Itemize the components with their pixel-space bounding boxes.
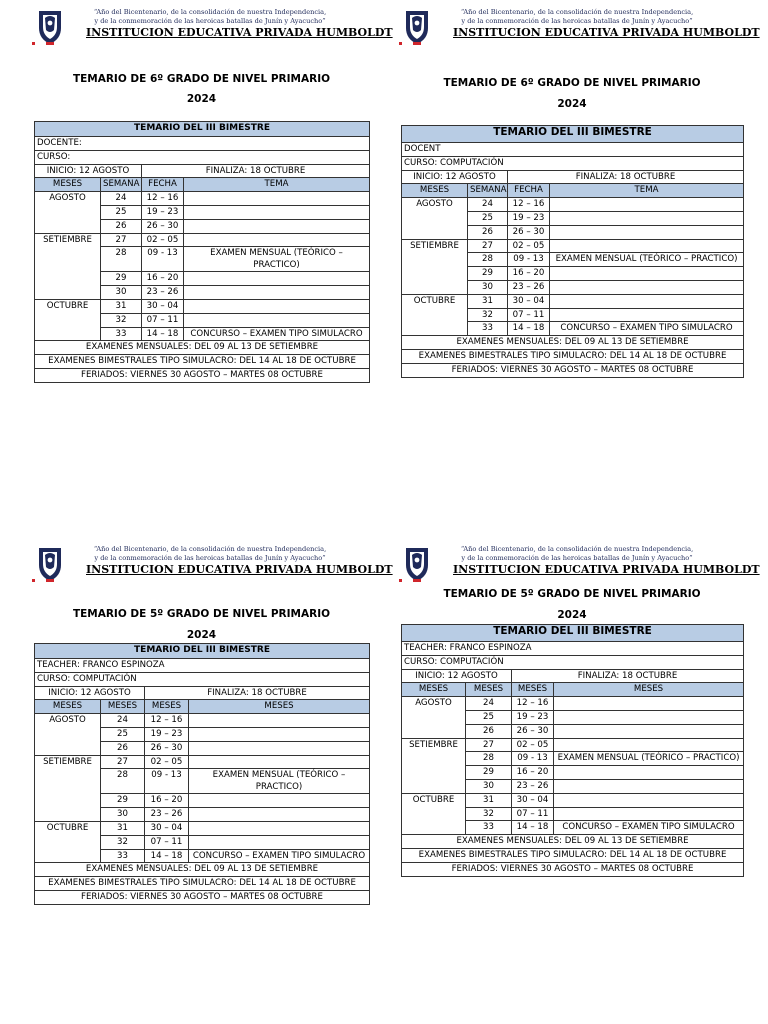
topic-cell — [189, 835, 370, 849]
motto-line-2: y de la conmemoración de las heroicas batallas de Junín y Ayacucho” — [461, 554, 693, 562]
date-cell: 19 – 23 — [512, 710, 554, 724]
topic-cell — [189, 755, 370, 769]
table-caption: TEMARIO DEL III BIMESTRE — [35, 122, 370, 137]
date-cell: 09 - 13 — [512, 752, 554, 766]
month-cell: OCTUBRE — [35, 299, 101, 340]
note-monthly-exams: EXAMENES MENSUALES: DEL 09 AL 13 DE SETIEMBRE — [402, 835, 744, 849]
week-cell: 25 — [101, 727, 145, 741]
topic-cell — [189, 714, 370, 728]
red-mark — [32, 579, 35, 582]
date-cell: 26 – 30 — [508, 225, 550, 239]
date-cell: 19 – 23 — [145, 727, 189, 741]
topic-cell — [550, 308, 744, 322]
month-cell: OCTUBRE — [402, 294, 468, 335]
date-cell: 30 – 04 — [512, 793, 554, 807]
topic-cell — [554, 793, 744, 807]
week-cell: 31 — [101, 821, 145, 835]
date-cell: 02 – 05 — [145, 755, 189, 769]
motto-text — [90, 545, 330, 563]
topic-cell — [550, 239, 744, 253]
date-cell: 23 – 26 — [508, 280, 550, 294]
date-cell: 09 - 13 — [142, 247, 184, 272]
motto-text — [90, 8, 330, 26]
column-header: MESES — [554, 683, 744, 697]
week-cell: 33 — [466, 821, 512, 835]
topic-cell-exam: EXAMEN MENSUAL (TEÓRICO – PRACTICO) — [554, 752, 744, 766]
week-cell: 27 — [101, 755, 145, 769]
motto-line-2: y de la conmemoración de las heroicas batallas de Junín y Ayacucho” — [94, 17, 326, 25]
date-cell: 30 – 04 — [142, 299, 184, 313]
school-header — [401, 8, 760, 48]
topic-cell-contest: CONCURSO – EXAMEN TIPO SIMULACRO — [550, 322, 744, 336]
topic-cell — [554, 710, 744, 724]
week-cell: 29 — [466, 766, 512, 780]
date-cell: 23 – 26 — [512, 779, 554, 793]
week-cell: 33 — [101, 849, 145, 863]
week-cell: 26 — [101, 219, 142, 233]
column-header: SEMANA — [101, 178, 142, 192]
week-cell: 31 — [101, 299, 142, 313]
topic-cell — [189, 794, 370, 808]
topic-cell — [554, 807, 744, 821]
note-holidays: FERIADOS: VIERNES 30 AGOSTO – MARTES 08 OCTUBRE — [402, 862, 744, 876]
week-cell: 32 — [466, 807, 512, 821]
column-header: FECHA — [508, 184, 550, 198]
page-title: TEMARIO DE 6º GRADO DE NIVEL PRIMARIO — [443, 77, 701, 89]
page-year: 2024 — [186, 629, 217, 641]
motto-line-1: “Año del Bicentenario, de la consolidación de nuestra Independencia, — [93, 545, 327, 553]
institution-name: INSTITUCION EDUCATIVA PRIVADA HUMBOLDT — [86, 26, 393, 39]
topic-cell — [554, 697, 744, 711]
week-cell: 24 — [466, 697, 512, 711]
motto-text — [457, 8, 697, 26]
temario-table — [34, 643, 370, 905]
month-cell: SETIEMBRE — [35, 755, 101, 821]
topic-cell-contest: CONCURSO – EXAMEN TIPO SIMULACRO — [189, 849, 370, 863]
week-cell: 26 — [101, 741, 145, 755]
school-crest-icon — [36, 8, 64, 46]
week-cell: 28 — [466, 752, 512, 766]
topic-cell — [189, 821, 370, 835]
week-cell: 30 — [101, 808, 145, 822]
topic-cell — [550, 198, 744, 212]
school-header — [401, 545, 760, 585]
week-cell: 31 — [468, 294, 508, 308]
date-cell: 12 – 16 — [512, 697, 554, 711]
week-cell: 31 — [466, 793, 512, 807]
month-cell: AGOSTO — [35, 192, 101, 233]
note-holidays: FERIADOS: VIERNES 30 AGOSTO – MARTES 08 OCTUBRE — [35, 368, 370, 382]
note-bimester-exams: EXAMENES BIMESTRALES TIPO SIMULACRO: DEL 14 AL 18 DE OCTUBRE — [402, 349, 744, 363]
topic-cell — [550, 267, 744, 281]
month-cell: OCTUBRE — [35, 821, 101, 862]
week-cell: 26 — [468, 225, 508, 239]
topic-cell — [554, 724, 744, 738]
date-cell: 14 – 18 — [142, 327, 184, 341]
start-date: INICIO: 12 AGOSTO — [35, 164, 142, 178]
note-monthly-exams: EXAMENES MENSUALES: DEL 09 AL 13 DE SETIEMBRE — [35, 341, 370, 355]
course-line: CURSO: — [35, 150, 370, 164]
teacher-line: DOCENT — [402, 143, 744, 157]
start-date: INICIO: 12 AGOSTO — [402, 170, 508, 184]
table-caption: TEMARIO DEL III BIMESTRE — [402, 126, 744, 143]
topic-cell-contest: CONCURSO – EXAMEN TIPO SIMULACRO — [554, 821, 744, 835]
week-cell: 27 — [468, 239, 508, 253]
date-cell: 02 – 05 — [142, 233, 184, 247]
date-cell: 30 – 04 — [508, 294, 550, 308]
table-caption: TEMARIO DEL III BIMESTRE — [402, 625, 744, 642]
note-holidays: FERIADOS: VIERNES 30 AGOSTO – MARTES 08 OCTUBRE — [35, 890, 370, 904]
end-date: FINALIZA: 18 OCTUBRE — [142, 164, 370, 178]
topic-cell-contest: CONCURSO – EXAMEN TIPO SIMULACRO — [184, 327, 370, 341]
month-cell: AGOSTO — [35, 714, 101, 755]
topic-cell — [184, 219, 370, 233]
start-date: INICIO: 12 AGOSTO — [35, 686, 145, 700]
school-header — [34, 545, 393, 585]
topic-cell — [184, 233, 370, 247]
topic-cell — [550, 211, 744, 225]
date-cell: 09 - 13 — [145, 769, 189, 794]
date-cell: 26 – 30 — [145, 741, 189, 755]
column-header: MESES — [101, 700, 145, 714]
week-cell: 25 — [468, 211, 508, 225]
motto-line-1: “Año del Bicentenario, de la consolidación de nuestra Independencia, — [460, 8, 694, 16]
date-cell: 30 – 04 — [145, 821, 189, 835]
date-cell: 02 – 05 — [512, 738, 554, 752]
temario-table — [401, 624, 744, 877]
column-header: FECHA — [142, 178, 184, 192]
week-cell: 27 — [101, 233, 142, 247]
date-cell: 09 - 13 — [508, 253, 550, 267]
month-cell: SETIEMBRE — [402, 239, 468, 294]
motto-line-2: y de la conmemoración de las heroicas batallas de Junín y Ayacucho” — [94, 554, 326, 562]
topic-cell-exam: EXAMEN MENSUAL (TEÓRICO – PRACTICO) — [184, 247, 370, 272]
week-cell: 28 — [468, 253, 508, 267]
topic-cell — [189, 741, 370, 755]
page-year: 2024 — [557, 609, 587, 621]
school-crest-icon — [403, 545, 431, 583]
column-header: MESES — [35, 178, 101, 192]
topic-cell — [184, 192, 370, 206]
week-cell: 29 — [468, 267, 508, 281]
topic-cell — [554, 738, 744, 752]
temario-table — [34, 121, 370, 383]
week-cell: 28 — [101, 769, 145, 794]
date-cell: 07 – 11 — [145, 835, 189, 849]
week-cell: 25 — [466, 710, 512, 724]
teacher-line: TEACHER: FRANCO ESPINOZA — [35, 659, 370, 673]
note-bimester-exams: EXAMENES BIMESTRALES TIPO SIMULACRO: DEL 14 AL 18 DE OCTUBRE — [402, 848, 744, 862]
note-bimester-exams: EXAMENES BIMESTRALES TIPO SIMULACRO: DEL 14 AL 18 DE OCTUBRE — [35, 877, 370, 891]
course-line: CURSO: COMPUTACIÓN — [402, 655, 744, 669]
start-date: INICIO: 12 AGOSTO — [402, 669, 512, 683]
date-cell: 16 – 20 — [508, 267, 550, 281]
date-cell: 23 – 26 — [142, 286, 184, 300]
motto-line-2: y de la conmemoración de las heroicas batallas de Junín y Ayacucho” — [461, 17, 693, 25]
week-cell: 30 — [101, 286, 142, 300]
date-cell: 07 – 11 — [508, 308, 550, 322]
topic-cell — [184, 313, 370, 327]
month-cell: AGOSTO — [402, 198, 468, 239]
institution-name: INSTITUCION EDUCATIVA PRIVADA HUMBOLDT — [453, 563, 760, 576]
end-date: FINALIZA: 18 OCTUBRE — [512, 669, 744, 683]
week-cell: 24 — [468, 198, 508, 212]
red-mark — [399, 42, 402, 45]
date-cell: 23 – 26 — [145, 808, 189, 822]
red-mark — [399, 579, 402, 582]
column-header: MESES — [512, 683, 554, 697]
topic-cell — [550, 225, 744, 239]
week-cell: 32 — [101, 313, 142, 327]
column-header: MESES — [402, 184, 468, 198]
month-cell: SETIEMBRE — [402, 738, 466, 793]
end-date: FINALIZA: 18 OCTUBRE — [508, 170, 744, 184]
week-cell: 24 — [101, 714, 145, 728]
week-cell: 27 — [466, 738, 512, 752]
date-cell: 12 – 16 — [508, 198, 550, 212]
school-crest-icon — [403, 8, 431, 46]
week-cell: 30 — [468, 280, 508, 294]
table-caption: TEMARIO DEL III BIMESTRE — [35, 644, 370, 659]
date-cell: 16 – 20 — [145, 794, 189, 808]
date-cell: 14 – 18 — [512, 821, 554, 835]
topic-cell-exam: EXAMEN MENSUAL (TEÓRICO – PRACTICO) — [189, 769, 370, 794]
week-cell: 29 — [101, 794, 145, 808]
date-cell: 12 – 16 — [145, 714, 189, 728]
topic-cell-exam: EXAMEN MENSUAL (TEÓRICO – PRACTICO) — [550, 253, 744, 267]
school-header — [34, 8, 393, 48]
page-title: TEMARIO DE 5º GRADO DE NIVEL PRIMARIO — [443, 588, 701, 600]
temario-table — [401, 125, 744, 378]
note-monthly-exams: EXAMENES MENSUALES: DEL 09 AL 13 DE SETIEMBRE — [35, 863, 370, 877]
topic-cell — [184, 272, 370, 286]
date-cell: 07 – 11 — [142, 313, 184, 327]
month-cell: AGOSTO — [402, 697, 466, 738]
column-header: TEMA — [184, 178, 370, 192]
column-header: SEMANA — [468, 184, 508, 198]
date-cell: 19 – 23 — [508, 211, 550, 225]
week-cell: 33 — [468, 322, 508, 336]
column-header: MESES — [466, 683, 512, 697]
topic-cell — [184, 299, 370, 313]
topic-cell — [184, 286, 370, 300]
page-title: TEMARIO DE 6º GRADO DE NIVEL PRIMARIO — [72, 73, 331, 85]
column-header: MESES — [189, 700, 370, 714]
school-crest-icon — [36, 545, 64, 583]
institution-name: INSTITUCION EDUCATIVA PRIVADA HUMBOLDT — [453, 26, 760, 39]
date-cell: 12 – 16 — [142, 192, 184, 206]
month-cell: SETIEMBRE — [35, 233, 101, 299]
week-cell: 32 — [468, 308, 508, 322]
note-bimester-exams: EXAMENES BIMESTRALES TIPO SIMULACRO: DEL 14 AL 18 DE OCTUBRE — [35, 355, 370, 369]
topic-cell — [189, 727, 370, 741]
column-header: TEMA — [550, 184, 744, 198]
topic-cell — [184, 205, 370, 219]
topic-cell — [554, 766, 744, 780]
date-cell: 07 – 11 — [512, 807, 554, 821]
month-cell: OCTUBRE — [402, 793, 466, 834]
topic-cell — [550, 280, 744, 294]
teacher-line: TEACHER: FRANCO ESPINOZA — [402, 642, 744, 656]
page-title: TEMARIO DE 5º GRADO DE NIVEL PRIMARIO — [72, 608, 331, 620]
week-cell: 28 — [101, 247, 142, 272]
date-cell: 14 – 18 — [508, 322, 550, 336]
column-header: MESES — [402, 683, 466, 697]
motto-text — [457, 545, 697, 563]
column-header: MESES — [35, 700, 101, 714]
topic-cell — [554, 779, 744, 793]
note-holidays: FERIADOS: VIERNES 30 AGOSTO – MARTES 08 OCTUBRE — [402, 363, 744, 377]
institution-name: INSTITUCION EDUCATIVA PRIVADA HUMBOLDT — [86, 563, 393, 576]
week-cell: 25 — [101, 205, 142, 219]
date-cell: 26 – 30 — [512, 724, 554, 738]
topic-cell — [189, 808, 370, 822]
end-date: FINALIZA: 18 OCTUBRE — [145, 686, 370, 700]
page-year: 2024 — [186, 93, 217, 105]
date-cell: 14 – 18 — [145, 849, 189, 863]
note-monthly-exams: EXAMENES MENSUALES: DEL 09 AL 13 DE SETIEMBRE — [402, 336, 744, 350]
teacher-line: DOCENTE: — [35, 137, 370, 151]
course-line: CURSO: COMPUTACIÓN — [35, 672, 370, 686]
red-mark — [32, 42, 35, 45]
date-cell: 02 – 05 — [508, 239, 550, 253]
motto-line-1: “Año del Bicentenario, de la consolidación de nuestra Independencia, — [93, 8, 327, 16]
date-cell: 16 – 20 — [512, 766, 554, 780]
motto-line-1: “Año del Bicentenario, de la consolidación de nuestra Independencia, — [460, 545, 694, 553]
topic-cell — [550, 294, 744, 308]
week-cell: 26 — [466, 724, 512, 738]
date-cell: 19 – 23 — [142, 205, 184, 219]
week-cell: 30 — [466, 779, 512, 793]
week-cell: 24 — [101, 192, 142, 206]
week-cell: 32 — [101, 835, 145, 849]
date-cell: 26 – 30 — [142, 219, 184, 233]
page-year: 2024 — [557, 98, 587, 110]
week-cell: 29 — [101, 272, 142, 286]
week-cell: 33 — [101, 327, 142, 341]
date-cell: 16 – 20 — [142, 272, 184, 286]
course-line: CURSO: COMPUTACIÓN — [402, 156, 744, 170]
column-header: MESES — [145, 700, 189, 714]
